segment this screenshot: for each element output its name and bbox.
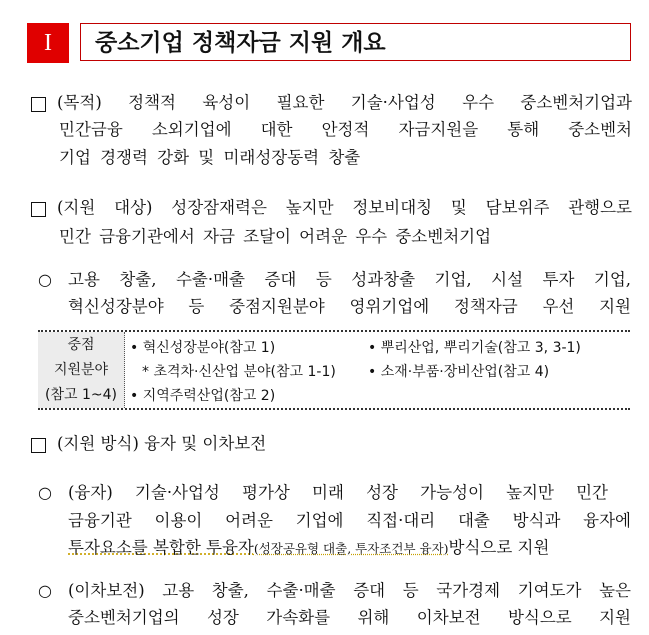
loan-note: (성장공유형 대출, 투자조건부 융자) (253, 541, 449, 556)
page-title: 중소기업 정책자금 지원 개요 (80, 23, 631, 61)
interest-line: 중소벤처기업의 성장 가속화를 위해 이차보전 방식으로 지원 (68, 608, 631, 627)
table-item: • 소재·부품·장비산업(참고 4) (368, 364, 550, 380)
header-text: 지원분야 (53, 362, 109, 378)
interest-line: (이차보전) 고용 창출, 수출·매출 증대 등 국가경제 기여도가 높은 (68, 581, 631, 600)
table-item: • 뿌리산업, 뿌리기술(참고 3, 3-1) (368, 340, 581, 356)
focus-areas-table (38, 330, 630, 410)
checkbox-square-icon (31, 97, 46, 112)
purpose-line: (목적) 정책적 육성이 필요한 기술·사업성 우수 중소벤처기업과 (57, 93, 632, 112)
circle-bullet-icon: ○ (38, 581, 52, 600)
purpose-line: 기업 경쟁력 강화 및 미래성장동력 창출 (59, 148, 361, 167)
target-line: 민간 금융기관에서 자금 조달이 어려운 우수 중소벤처기업 (59, 227, 492, 246)
loan-line (68, 536, 631, 560)
method-title: (지원 방식) 융자 및 이차보전 (57, 434, 267, 453)
loan-text: 방식으로 지원 (448, 538, 550, 557)
loan-line: (융자) 기술·사업성 평가상 미래 성장 가능성이 높지만 민간 (68, 483, 608, 502)
table-header-cell (38, 332, 125, 408)
section-number: I (27, 23, 69, 63)
loan-text: 투자요소를 복합한 투융자 (68, 538, 254, 557)
header-text: (참고 1~4) (45, 387, 117, 403)
loan-line: 금융기관 이용이 어려운 기업에 직접·대리 대출 방식과 융자에 (68, 511, 631, 530)
table-item: • 혁신성장분야(참고 1) (130, 340, 276, 356)
circle-bullet-icon: ○ (38, 483, 52, 502)
target-line: (지원 대상) 성장잠재력은 높지만 정보비대칭 및 담보위주 관행으로 (57, 198, 632, 217)
checkbox-square-icon (31, 202, 46, 217)
target-sub-line: 고용 창출, 수출·매출 증대 등 성과창출 기업, 시설 투자 기업, (68, 270, 631, 289)
table-note: * 초격차·신산업 분야(참고 1-1) (142, 364, 336, 380)
purpose-line: 민간금융 소외기업에 대한 안정적 자금지원을 통해 중소벤처 (59, 120, 632, 139)
target-sub-line: 혁신성장분야 등 중점지원분야 영위기업에 정책자금 우선 지원 (68, 297, 631, 316)
checkbox-square-icon (31, 438, 46, 453)
circle-bullet-icon: ○ (38, 270, 52, 289)
header-text: 중점 (67, 337, 95, 353)
table-item: • 지역주력산업(참고 2) (130, 388, 276, 404)
